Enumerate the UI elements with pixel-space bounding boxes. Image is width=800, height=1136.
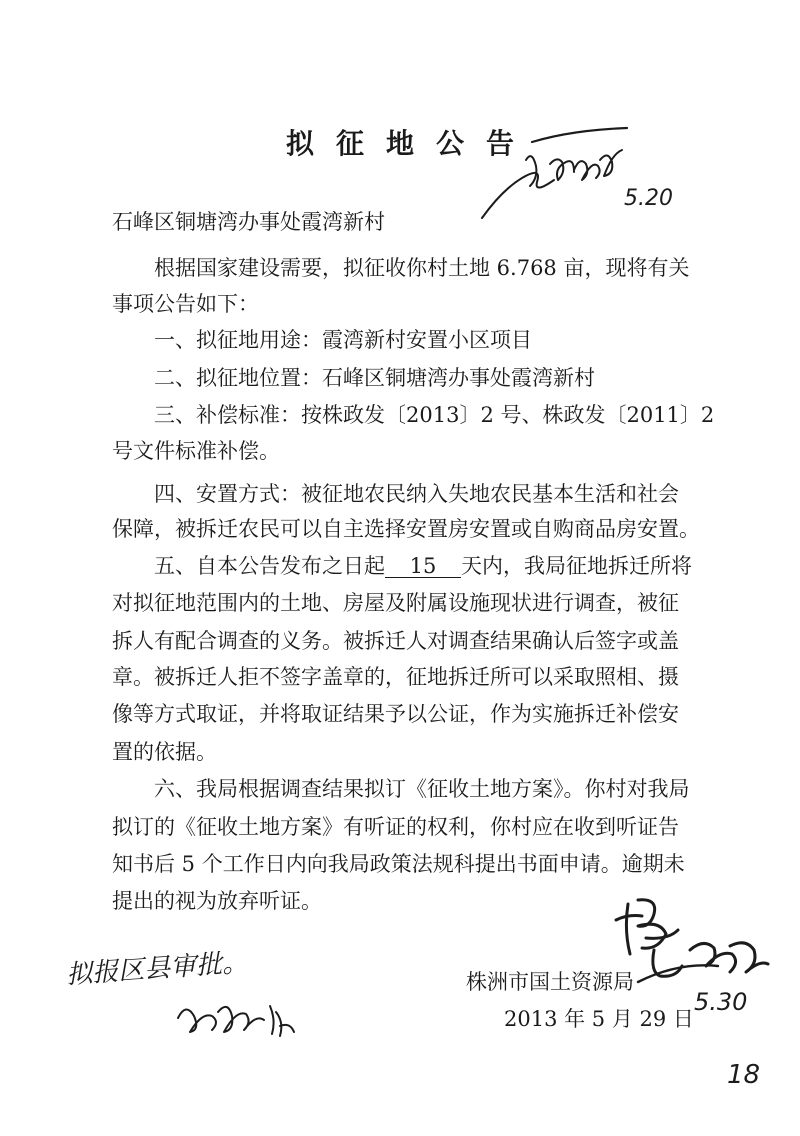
intro-line-1: 根据国家建设需要，拟征收你村土地 6.768 亩，现将有关 bbox=[154, 256, 690, 280]
bottom-handwritten-date: 5.30 bbox=[694, 988, 748, 1016]
intro-line-2: 事项公告如下： bbox=[112, 292, 259, 316]
item-5-prefix: 五、自本公告发布之日起 bbox=[154, 554, 385, 578]
item-5-line-1 bbox=[154, 552, 754, 580]
issuing-authority: 株洲市国土资源局 bbox=[466, 970, 634, 994]
item-3-compensation-line-1: 三、补偿标准：按株政发〔2013〕2 号、株政发〔2011〕2 bbox=[154, 403, 715, 427]
issue-date: 2013 年 5 月 29 日 bbox=[504, 1007, 694, 1031]
item-6-line-2: 拟订的《征收土地方案》有听证的权利，你村应在收到听证告 bbox=[112, 815, 679, 839]
item-5-line-6: 置的依据。 bbox=[112, 740, 217, 764]
left-signature bbox=[172, 992, 302, 1042]
item-1-usage: 一、拟征地用途：霞湾新村安置小区项目 bbox=[154, 328, 532, 352]
item-2-location: 二、拟征地位置：石峰区铜塘湾办事处霞湾新村 bbox=[154, 366, 595, 390]
item-3-compensation-line-2: 号文件标准补偿。 bbox=[112, 439, 280, 463]
item-4-resettlement-line-2: 保障，被拆迁农民可以自主选择安置房安置或自购商品房安置。 bbox=[112, 517, 700, 541]
item-5-line-2: 对拟征地范围内的土地、房屋及附属设施现状进行调查，被征 bbox=[112, 591, 679, 615]
item-5-line-3: 拆人有配合调查的义务。被拆迁人对调查结果确认后签字或盖 bbox=[112, 629, 679, 653]
item-6-line-1: 六、我局根据调查结果拟订《征收土地方案》。你村对我局 bbox=[154, 777, 690, 801]
handwritten-page-number: 18 bbox=[727, 1060, 761, 1090]
item-6-line-4: 提出的视为放弃听证。 bbox=[112, 889, 322, 913]
item-5-line-4: 章。被拆迁人拒不签字盖章的，征地拆迁所可以采取照相、摄 bbox=[112, 665, 679, 689]
addressee: 石峰区铜塘湾办事处霞湾新村 bbox=[112, 210, 385, 234]
item-5-line-5: 像等方式取证，并将取证结果予以公证，作为实施拆迁补偿安 bbox=[112, 702, 679, 726]
handwritten-approval-note: 拟报区县审批。 bbox=[65, 947, 250, 991]
item-4-resettlement-line-1: 四、安置方式：被征地农民纳入失地农民基本生活和社会 bbox=[154, 482, 679, 506]
item-5-suffix: 天内，我局征地拆迁所将 bbox=[461, 554, 692, 578]
item-5-days: 15 bbox=[385, 555, 461, 578]
item-6-line-3: 知书后 5 个工作日内向我局政策法规科提出书面申请。逾期未 bbox=[112, 852, 685, 876]
top-handwritten-date: 5.20 bbox=[624, 186, 673, 211]
document-title: 拟征地公告 bbox=[285, 127, 536, 160]
